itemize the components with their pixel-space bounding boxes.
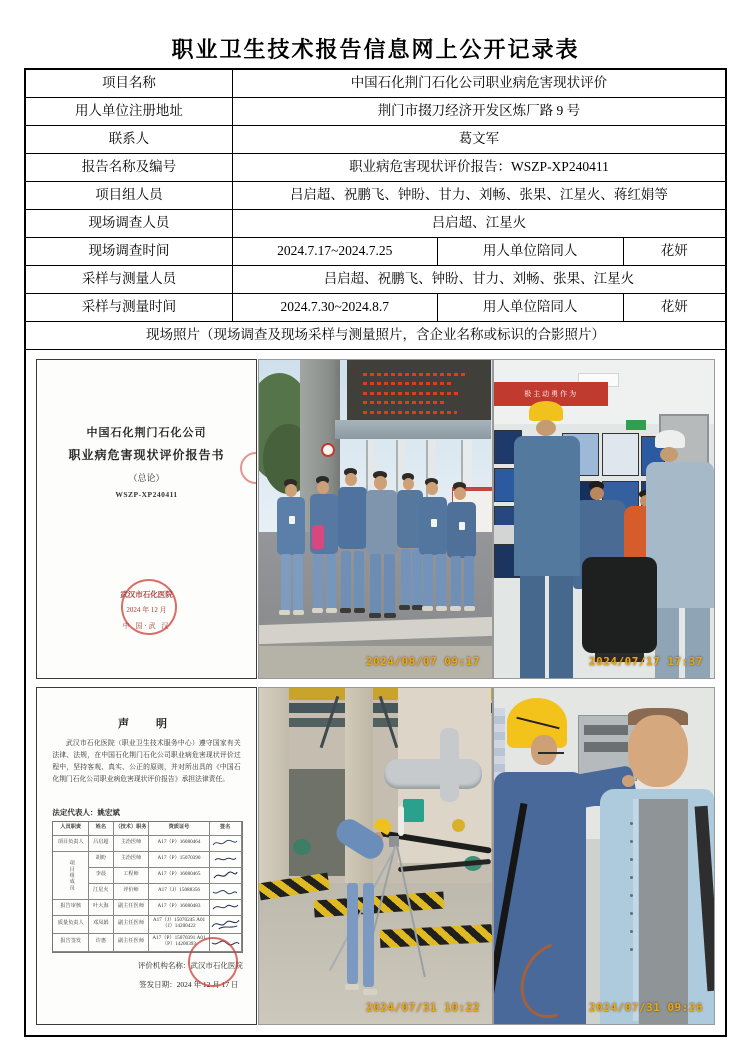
silver-pipe bbox=[440, 728, 459, 802]
statement-signature-table bbox=[52, 821, 242, 953]
row-sampling-time bbox=[26, 294, 725, 322]
row-label: 项目组人员 bbox=[26, 182, 233, 209]
st-cert: A17（J）15070245 A01（J）14200422 bbox=[149, 916, 209, 934]
st-header: 签名 bbox=[210, 822, 242, 836]
worker-shoe bbox=[363, 989, 377, 995]
concrete-column bbox=[345, 688, 373, 890]
st-name: 胡盼 bbox=[89, 852, 113, 868]
row-value: 2024.7.17~2024.7.25 bbox=[233, 238, 438, 265]
row-value: 吕启超、祝鹏飞、钟盼、甘力、刘畅、张果、江星火 bbox=[323, 271, 635, 287]
photo-statement-page bbox=[36, 687, 257, 1025]
row-label: 项目名称 bbox=[26, 70, 233, 97]
st-name: 江星火 bbox=[89, 884, 113, 900]
st-group-role: 项目组成员 bbox=[53, 852, 89, 900]
row-value-2: 花妍 bbox=[660, 243, 688, 259]
standing-worker-leg bbox=[520, 576, 544, 678]
worker-torso bbox=[366, 490, 397, 554]
worker-head bbox=[374, 476, 387, 490]
row-label: 现场调查人员 bbox=[26, 210, 233, 237]
worker-hand bbox=[622, 775, 635, 787]
row-survey-staff bbox=[26, 210, 725, 238]
st-role: 项目负责人 bbox=[53, 836, 89, 852]
row-project-team bbox=[26, 182, 725, 210]
silver-pipe bbox=[384, 759, 482, 789]
row-survey-time bbox=[26, 238, 725, 266]
row-contact-person bbox=[26, 126, 725, 154]
photo-timestamp: 2024/08/07 09:17 bbox=[365, 655, 480, 669]
row-label-2: 用人单位陪同人 bbox=[438, 238, 624, 265]
photo-control-room bbox=[493, 359, 715, 679]
worker-leg bbox=[464, 556, 474, 611]
worker-leg bbox=[313, 554, 323, 611]
worker-head bbox=[345, 473, 357, 486]
id-badge bbox=[459, 522, 465, 530]
worker-shoe bbox=[293, 610, 304, 615]
glasses-icon bbox=[538, 752, 564, 754]
man-undershirt bbox=[639, 799, 687, 1024]
row-label-2: 用人单位陪同人 bbox=[438, 294, 624, 321]
worker-shoe bbox=[312, 608, 323, 613]
worker-leg bbox=[341, 551, 351, 609]
st-header: 资质证号 bbox=[149, 822, 209, 836]
shadowed-equipment bbox=[289, 769, 345, 877]
statement-page bbox=[37, 688, 256, 1024]
worker-shoe bbox=[436, 606, 447, 611]
id-badge bbox=[289, 516, 295, 524]
stamp-city: 中 国·武 汉 bbox=[122, 621, 171, 630]
row-label: 联系人 bbox=[26, 126, 233, 153]
record-form-table bbox=[24, 68, 727, 1037]
st-cert: A17（P）16080483 bbox=[149, 900, 209, 916]
row-value: 吕启超、江星火 bbox=[431, 215, 527, 231]
office-chair bbox=[582, 557, 657, 652]
worker-head bbox=[403, 478, 414, 490]
stamp-org-name: 武汉市石化医院 bbox=[120, 589, 173, 599]
standing-worker-torso bbox=[514, 436, 580, 576]
red-slogan-banner: 极主动勇作为 bbox=[494, 382, 608, 406]
worker-shoe bbox=[369, 613, 381, 618]
speed-limit-sign-icon bbox=[321, 443, 335, 457]
st-cert: A17（P）16080465 bbox=[149, 868, 209, 884]
led-text-row bbox=[363, 392, 461, 395]
st-title: 工程师 bbox=[114, 868, 150, 884]
statement-body: 武汉市石化医院（职业卫生技术服务中心）遵守国家有关法律、法规，在中国石化荆门石化公司职业病危害现状评价过程中，坚持客观、真实、公正的原则，并对所出具的《中国石化荆门石化公司职业病危害现状评价报告》承担法律责任。 bbox=[52, 740, 241, 784]
photo-timestamp: 2024/07/31 09:26 bbox=[589, 1000, 703, 1014]
worker-leg bbox=[423, 554, 433, 610]
st-role: 质量负责人 bbox=[53, 916, 89, 934]
worker-torso bbox=[338, 487, 367, 549]
row-value: 吕启超、祝鹏飞、钟盼、甘力、刘畅、张果、江星火、蒋红娟等 bbox=[289, 187, 668, 203]
row-value: 职业病危害现状评价报告：WSZP-XP240411 bbox=[349, 159, 609, 175]
row-label: 采样与测量时间 bbox=[26, 294, 233, 321]
row-label: 现场调查时间 bbox=[26, 238, 233, 265]
led-text-row bbox=[363, 382, 452, 385]
photo-personal-sampler bbox=[493, 687, 715, 1025]
white-hardhat-icon bbox=[655, 430, 685, 448]
st-cert: A17（J）15088356 bbox=[149, 884, 209, 900]
led-text-row bbox=[363, 401, 445, 404]
worker-leg bbox=[412, 549, 422, 606]
legal-representative-line: 法定代表人：姚宏斌 bbox=[52, 808, 120, 818]
worker-leg bbox=[363, 883, 374, 987]
st-signature bbox=[210, 836, 242, 852]
evaluating-org-line: 评价机构名称：武汉市石化医院 bbox=[137, 961, 243, 971]
worker-leg bbox=[451, 556, 461, 611]
st-title: 主治医师 bbox=[114, 836, 150, 852]
row-photos-header bbox=[26, 322, 725, 350]
cover-report-title: 职业病危害现状评价报告书 bbox=[68, 447, 225, 462]
row-sampling-staff bbox=[26, 266, 725, 294]
st-title: 副主任医师 bbox=[114, 900, 150, 916]
worker-leg bbox=[436, 554, 446, 610]
page-title: 职业卫生技术报告信息网上公开记录表 bbox=[171, 37, 580, 62]
st-cert: A17（P）16080464 bbox=[149, 836, 209, 852]
standing-worker-leg bbox=[549, 576, 573, 678]
worker-leg bbox=[370, 554, 381, 615]
st-title: 评价师 bbox=[114, 884, 150, 900]
photo-grid bbox=[26, 350, 725, 1035]
st-name: 李晨 bbox=[89, 868, 113, 884]
photo-report-cover bbox=[36, 359, 257, 679]
row-value: 2024.7.30~2024.8.7 bbox=[233, 294, 438, 321]
statement-heading: 声 明 bbox=[118, 717, 175, 730]
pink-bag bbox=[312, 525, 324, 549]
worker-leg bbox=[293, 554, 303, 612]
st-header: 姓名 bbox=[89, 822, 113, 836]
row-value-2: 花妍 bbox=[660, 299, 688, 315]
worker-leg bbox=[347, 883, 358, 984]
issue-date-line: 签发日期：2024 年 12 月 17 日 bbox=[139, 979, 239, 989]
st-signature bbox=[210, 900, 242, 916]
st-cert: A17（P）15070391 A01（P）14200393 bbox=[149, 934, 209, 952]
worker-torso bbox=[277, 497, 305, 555]
row-value: 中国石化荆门石化公司职业病危害现状评价 bbox=[350, 75, 608, 91]
worker-shoe bbox=[326, 608, 337, 613]
shirt-placket bbox=[633, 799, 638, 1021]
st-name: 许惠 bbox=[89, 934, 113, 952]
worker-leg bbox=[354, 551, 364, 609]
row-label: 采样与测量人员 bbox=[26, 266, 233, 293]
worker-head bbox=[317, 481, 329, 494]
st-header: 人员职责 bbox=[53, 822, 89, 836]
st-title: 副主任医师 bbox=[114, 934, 150, 952]
worker-shoe bbox=[345, 984, 359, 990]
id-badge bbox=[431, 519, 437, 527]
monitor-screen bbox=[602, 433, 639, 476]
worker-head bbox=[531, 735, 557, 765]
led-text-row bbox=[363, 411, 456, 414]
canopy-roof bbox=[335, 420, 491, 439]
st-signature bbox=[210, 916, 242, 934]
cabinet-vent bbox=[584, 742, 628, 752]
row-value: 葛文军 bbox=[458, 131, 500, 147]
worker-shoe bbox=[279, 610, 290, 615]
row-value: 荆门市掇刀经济开发区炼厂路 9 号 bbox=[377, 103, 581, 119]
stamp-date: 2024 年 12 月 bbox=[126, 605, 167, 614]
worker-leg bbox=[384, 554, 395, 615]
standing-worker-head bbox=[536, 420, 556, 436]
yellow-hardhat-icon bbox=[529, 401, 563, 421]
st-name: 叶大海 bbox=[89, 900, 113, 916]
photo-group-outdoor bbox=[258, 359, 493, 679]
worker-leg bbox=[401, 549, 411, 606]
photo-field-sampling bbox=[258, 687, 493, 1025]
st-title: 副主任医师 bbox=[114, 916, 150, 934]
row-report-name-number bbox=[26, 154, 725, 182]
seated-worker-head bbox=[590, 487, 604, 500]
st-name: 吕启超 bbox=[89, 836, 113, 852]
row-employer-address bbox=[26, 98, 725, 126]
cover-report-number: WSZP-XP240411 bbox=[115, 490, 178, 500]
led-text-row bbox=[363, 373, 466, 376]
teal-valve bbox=[403, 799, 424, 823]
exit-sign-icon bbox=[626, 420, 646, 430]
row-label: 用人单位注册地址 bbox=[26, 98, 233, 125]
st-header: （技术）职务 bbox=[114, 822, 150, 836]
worker-leg bbox=[281, 554, 291, 612]
worker-shoe bbox=[354, 608, 365, 613]
sampler-tube bbox=[398, 806, 404, 836]
row-label: 报告名称及编号 bbox=[26, 154, 233, 181]
st-cert: A17（P）15070390 bbox=[149, 852, 209, 868]
cabinet-vent bbox=[584, 725, 628, 735]
row-project-name bbox=[26, 70, 725, 98]
worker-shoe bbox=[384, 613, 396, 618]
worker-shoe bbox=[450, 606, 461, 611]
cover-company-line: 中国石化荆门石化公司 bbox=[86, 426, 207, 439]
worker-shoe bbox=[464, 606, 475, 611]
st-signature bbox=[210, 884, 242, 900]
photo-timestamp: 2024/07/17 17:37 bbox=[589, 655, 703, 669]
report-cover-page bbox=[37, 360, 256, 678]
st-signature bbox=[210, 852, 242, 868]
st-name: 邓凤娟 bbox=[89, 916, 113, 934]
photo-timestamp: 2024/07/31 10:22 bbox=[365, 1000, 480, 1014]
st-role: 报告签发 bbox=[53, 934, 89, 952]
photos-header-label: 现场照片（现场调查及现场采样与测量照片，含企业名称或标识的合影照片） bbox=[146, 327, 605, 343]
yellow-marker bbox=[452, 819, 465, 832]
cover-volume-line: （总论） bbox=[128, 473, 165, 484]
worker-shoe bbox=[422, 606, 433, 611]
worker-shoe bbox=[340, 608, 351, 613]
st-role: 报告审核 bbox=[53, 900, 89, 916]
st-title: 主治医师 bbox=[114, 852, 150, 868]
worker-shoe bbox=[399, 605, 410, 610]
worker-leg bbox=[326, 554, 336, 611]
man-head bbox=[628, 715, 688, 787]
st-signature bbox=[210, 868, 242, 884]
